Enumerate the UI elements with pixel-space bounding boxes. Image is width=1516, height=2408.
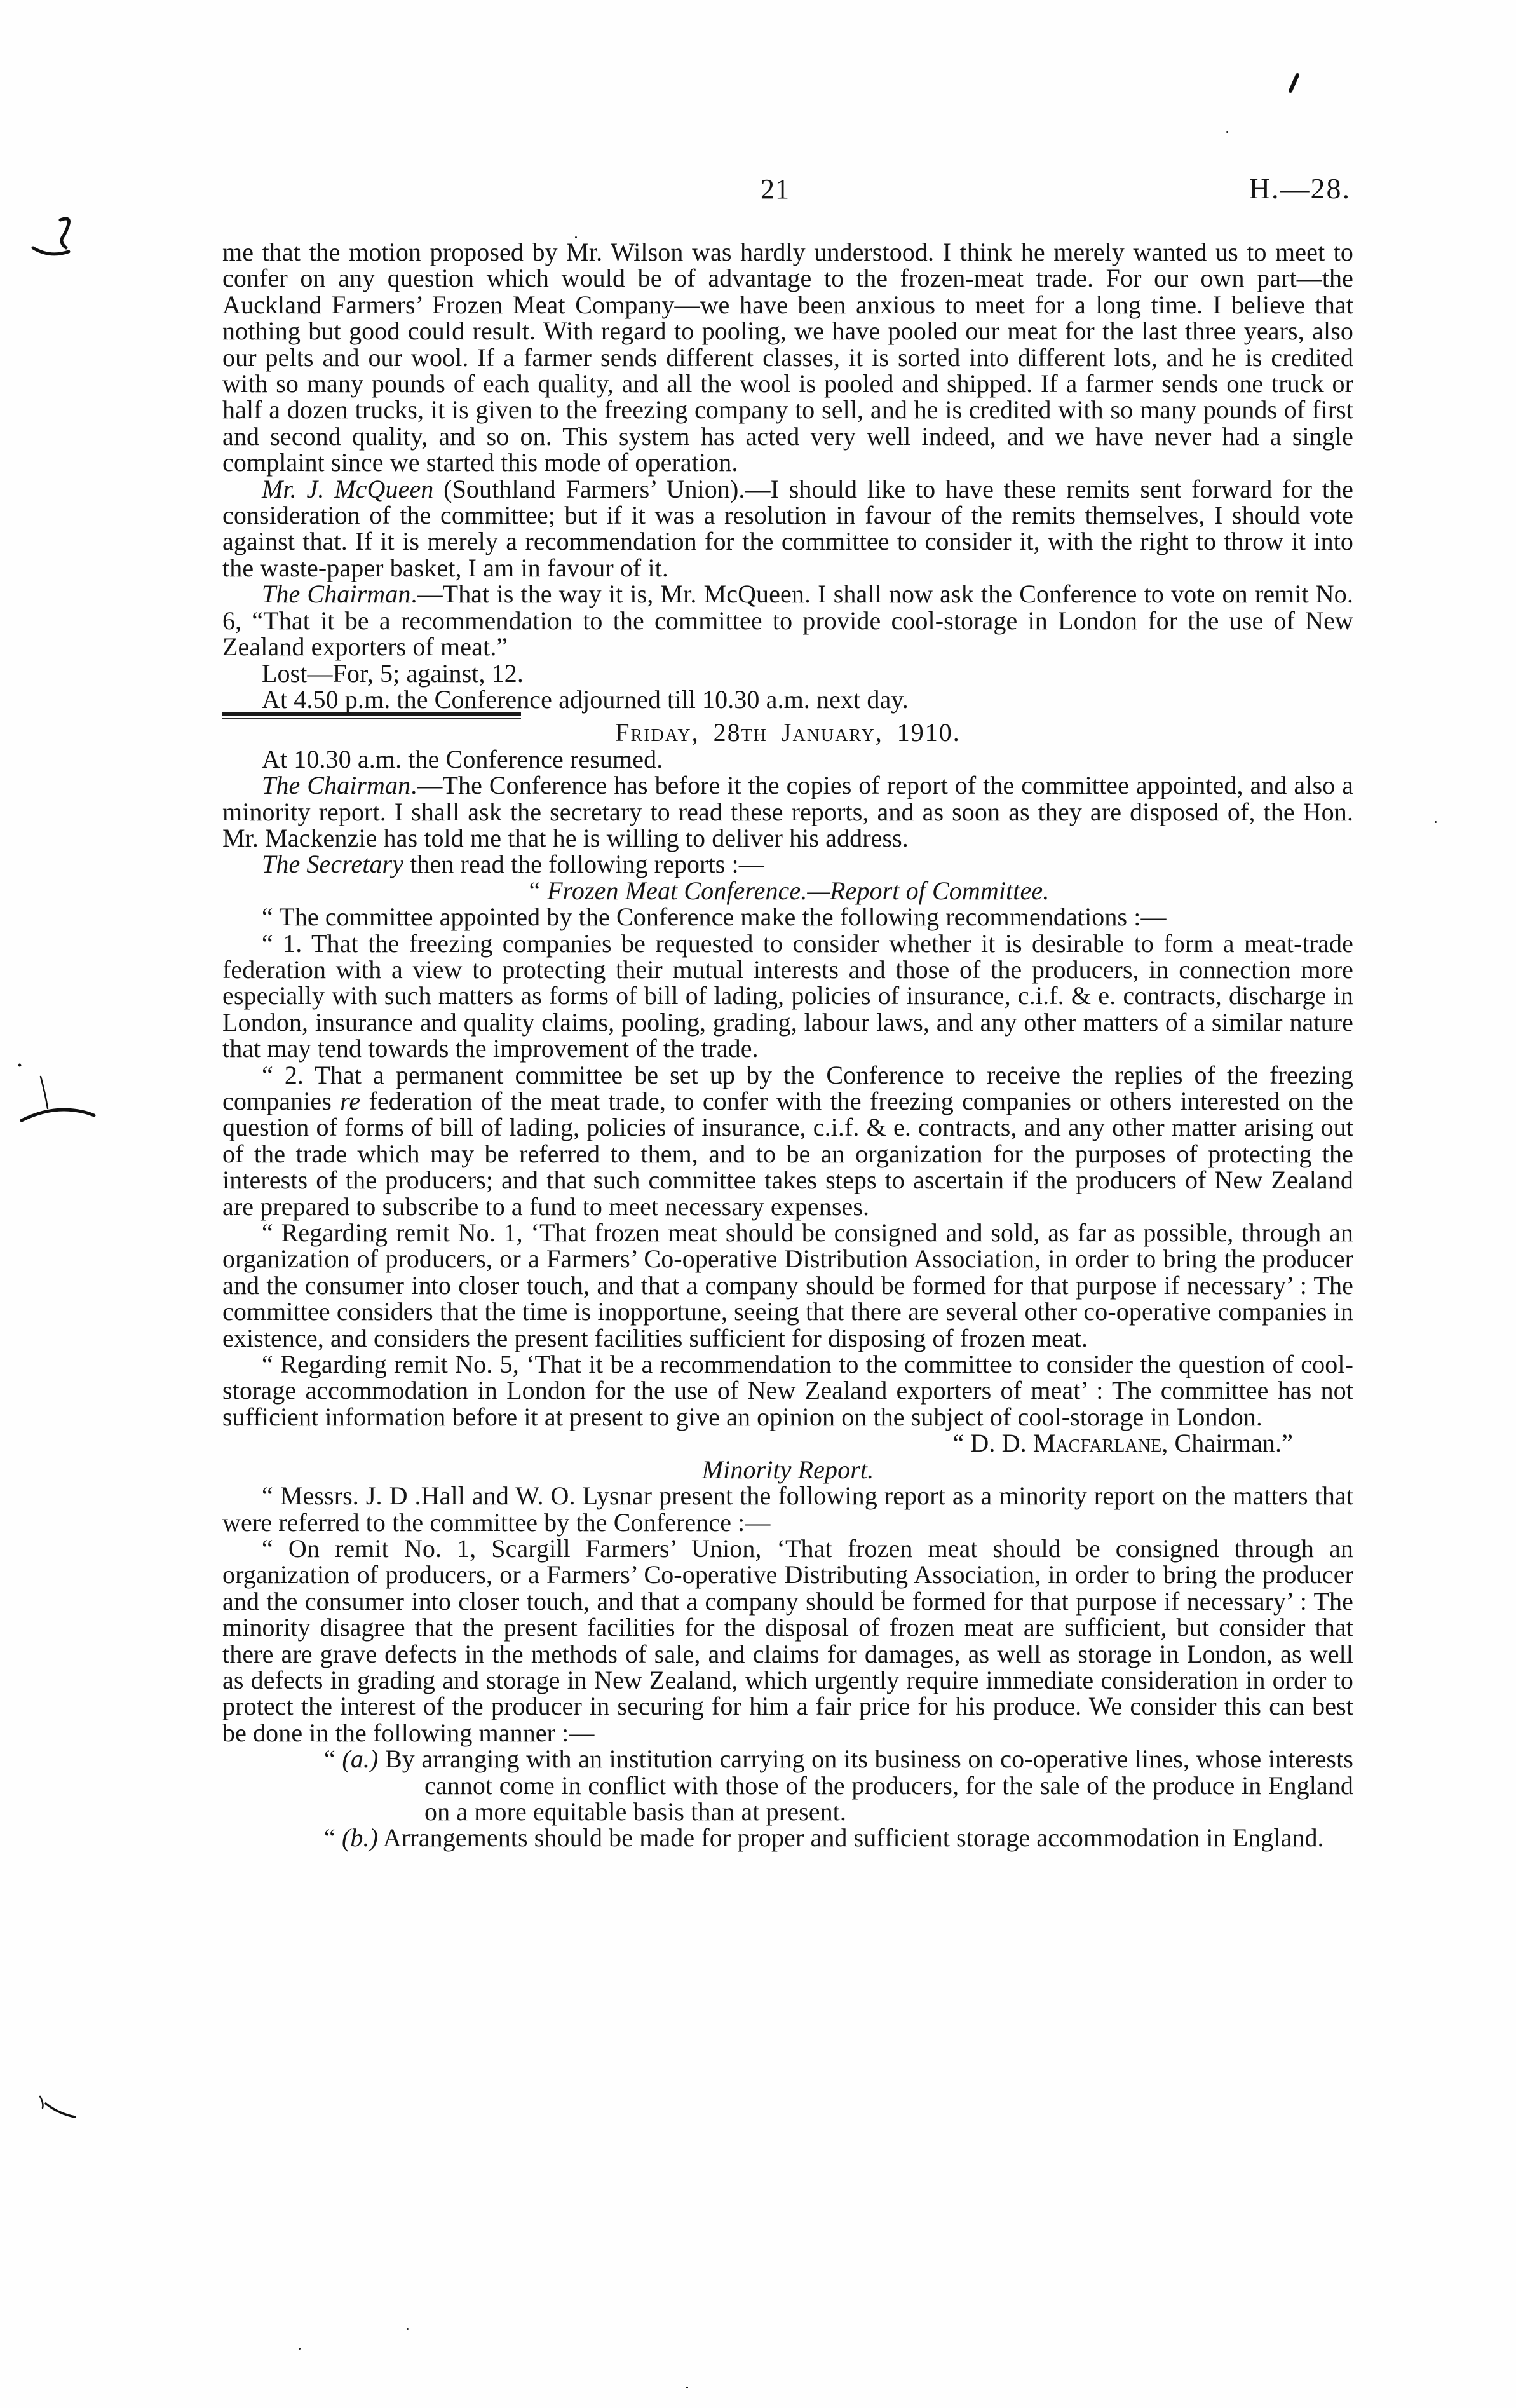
paragraph xyxy=(222,581,1353,660)
text-run: Minority Report. xyxy=(701,1455,874,1484)
section-divider-rule xyxy=(222,712,521,719)
paragraph xyxy=(222,746,1353,772)
page-header xyxy=(222,173,1353,211)
hanging-list-item xyxy=(222,1825,1353,1851)
text-run: Macfarlane xyxy=(1032,1429,1162,1458)
minority-report-heading xyxy=(222,1457,1353,1483)
paragraph xyxy=(222,239,1353,476)
ink-mark-lower-left-b xyxy=(40,2097,43,2108)
text-run: Arrangements should be made for proper and sufficient storage accommodation in England. xyxy=(378,1823,1324,1853)
text-run: .—That is the way it is, Mr. McQueen. I shall now ask the Conference to vote on remit No. 6, “That it be a recommendation to the committee to provide cool-storage in London for the use of New Zealand exporters of meat.” xyxy=(222,580,1353,662)
paragraph xyxy=(222,1483,1353,1535)
text-run: “ Messrs. J. D .Hall and W. O. Lysnar present the following report as a minority report on the matters that were referred to the committee by the Conference :— xyxy=(222,1481,1353,1537)
ink-mark-margin-diagonal xyxy=(41,1077,48,1108)
text-run: At 4.50 p.m. the Conference adjourned till 10.30 a.m. next day. xyxy=(262,684,909,714)
text-run: re xyxy=(340,1087,361,1115)
dust-speck xyxy=(1226,131,1228,133)
text-run: The Chairman xyxy=(262,580,411,609)
text-run: (b.) xyxy=(341,1823,379,1853)
dust-speck xyxy=(407,2328,409,2330)
document-body xyxy=(222,239,1353,1851)
text-run: By arranging with an institution carrying on its business on co-operative lines, whose interests cannot come in conflict with those of the producers, for the sale of the produce in England on a more equitable basis than at present. xyxy=(378,1745,1353,1826)
paragraph xyxy=(222,686,1353,712)
paragraph xyxy=(222,930,1353,1062)
text-run: “ On remit No. 1, Scargill Farmers’ Union, ‘That frozen meat should be consigned through an organization of producers, or a Farmers’ Co-operative Distributing Association, in order to bring the producer and the consumer into closer touch, and that a company should be formed for that purpose if necessary’ : The minority disagree that the present facilities for the disposal of frozen meat are sufficient, but consider that there are grave defects in the methods of sale, and claims for damages, as well as storage in London, as well as defects in grading and storage in New Zealand, which urgently require immediate consideration in order to protect the interest of the producer in securing for him a fair price for his produce. We consider this can best be done in the following manner :— xyxy=(222,1534,1353,1747)
text-run: .—The Conference has before it the copies of report of the committee appointed, and also a minority report. I shall ask the secretary to read these reports, and as soon as they are disposed of, the Hon. Mr. Mackenzie has told me that he is willing to deliver his address. xyxy=(222,771,1353,852)
date-heading xyxy=(222,719,1353,745)
report-title-heading xyxy=(222,878,1353,904)
text-run: Lost—For, 5; against, 12. xyxy=(262,658,524,688)
text-run: The Chairman xyxy=(262,771,411,800)
ink-mark-lower-left-a xyxy=(46,2104,75,2117)
signature-line xyxy=(222,1430,1353,1456)
paragraph xyxy=(222,1220,1353,1351)
paragraph xyxy=(222,660,1353,686)
text-run: (a.) xyxy=(342,1745,379,1774)
paragraph xyxy=(222,904,1353,930)
paragraph xyxy=(222,772,1353,851)
text-run: “ 2. That a permanent committee be set up by the Conference to receive the replies of the freezing companies xyxy=(222,1060,1353,1115)
hanging-list-item xyxy=(222,1746,1353,1825)
text-run: Mr. J. McQueen xyxy=(262,474,434,503)
text-run: “ xyxy=(324,1823,342,1853)
text-run: federation of the meat trade, to confer with the freezing companies or others interested on the question of forms of bill of lading, policies of insurance, c.i.f. & e. contracts, and any other matter arising out of the trade which may be referred to them, and to be an organization for the purposes of protecting the interests of the producers; and that such committee takes steps to ascertain if the producers of New Zealand are prepared to subscribe to a fund to meet necessary expenses. xyxy=(222,1087,1353,1221)
text-run: “ Frozen Meat Conference.—Report of Committee. xyxy=(526,876,1050,905)
text-run: (Southland Farmers’ Union).—I should like to have these remits sent forward for the consideration of the committee; but if it was a resolution in favour of the remits themselves, I should vote against that. If it is merely a recommendation for the committee to consider it, with the right to throw it into the waste-paper basket, I am in favour of it. xyxy=(222,474,1353,582)
paper-reference: H.—28. xyxy=(1249,172,1351,205)
paragraph xyxy=(222,1351,1353,1430)
paragraph xyxy=(222,1062,1353,1220)
text-run: “ Regarding remit No. 1, ‘That frozen meat should be consigned and sold, as far as possible, through an organization of producers, or a Farmers’ Co-operative Distribution Association, in order to bring the producer and the consumer into closer touch, and that a company should be formed for that purpose if necessary’ : The committee considers that the time is inopportune, seeing that there are several other co-operative companies in existence, and considers the present facilities sufficient for disposing of frozen meat. xyxy=(222,1218,1353,1352)
text-run: then read the following reports :— xyxy=(403,850,764,879)
ink-mark-margin-arc xyxy=(22,1110,94,1120)
dust-speck xyxy=(1435,821,1437,823)
text-run: At 10.30 a.m. the Conference resumed. xyxy=(262,744,663,773)
text-run: “ The committee appointed by the Conference make the following recommendations :— xyxy=(262,902,1167,932)
text-run: The Secretary xyxy=(262,850,404,879)
text-run: me that the motion proposed by Mr. Wilson was hardly understood. I think he merely wanted us to meet to confer on any question which would be of advantage to the frozen-meat trade. For our own part—the Auckland Farmers’ Frozen Meat Company—we have been anxious to meet for a long time. I believe that nothing but good could result. With regard to pooling, we have pooled our meat for the last three years, also our pelts and our wool. If a farmer sends different classes, it is sorted into different lots, and he is credited with so many pounds of each quality, and all the wool is pooled and shipped. If a farmer sends one truck or half a dozen trucks, it is given to the freezing company to sell, and he is credited with so many pounds of first and second quality, and so on. This system has acted very well indeed, and we have never had a single complaint since we started this mode of operation. xyxy=(222,238,1353,477)
text-run: “ 1. That the freezing companies be requested to consider whether it is desirable to form a meat-trade federation with a view to protecting their mutual interests and those of the producers, in connection more especially with such matters as forms of bill of lading, policies of insurance, c.i.f. & e. contracts, discharge in London, insurance and quality claims, pooling, grading, labour laws, and any other matters of a similar nature that may tend towards the improvement of the trade. xyxy=(222,929,1353,1063)
paragraph xyxy=(222,476,1353,582)
page-number: 21 xyxy=(761,173,790,205)
dust-speck xyxy=(686,2387,688,2388)
ink-dot xyxy=(18,1064,22,1067)
ink-mark-top-right-slash xyxy=(1290,75,1297,91)
text-run: “ xyxy=(324,1745,342,1774)
ink-mark-top-left xyxy=(60,219,69,248)
ink-mark-top-left-curl xyxy=(33,248,69,254)
text-run: , Chairman.” xyxy=(1161,1429,1293,1458)
text-run: “ Regarding remit No. 5, ‘That it be a recommendation to the committee to consider the question of cool-storage accommodation in London for the use of New Zealand exporters of meat’ : The committee has not sufficient information before it at present to give an opinion on the subject of cool-storage in London. xyxy=(222,1350,1353,1431)
dust-speck xyxy=(299,2348,301,2350)
paragraph xyxy=(222,851,1353,877)
paragraph xyxy=(222,1535,1353,1746)
text-run: “ D. D. xyxy=(952,1429,1033,1458)
text-run: Friday, 28th January, 1910. xyxy=(615,718,961,747)
